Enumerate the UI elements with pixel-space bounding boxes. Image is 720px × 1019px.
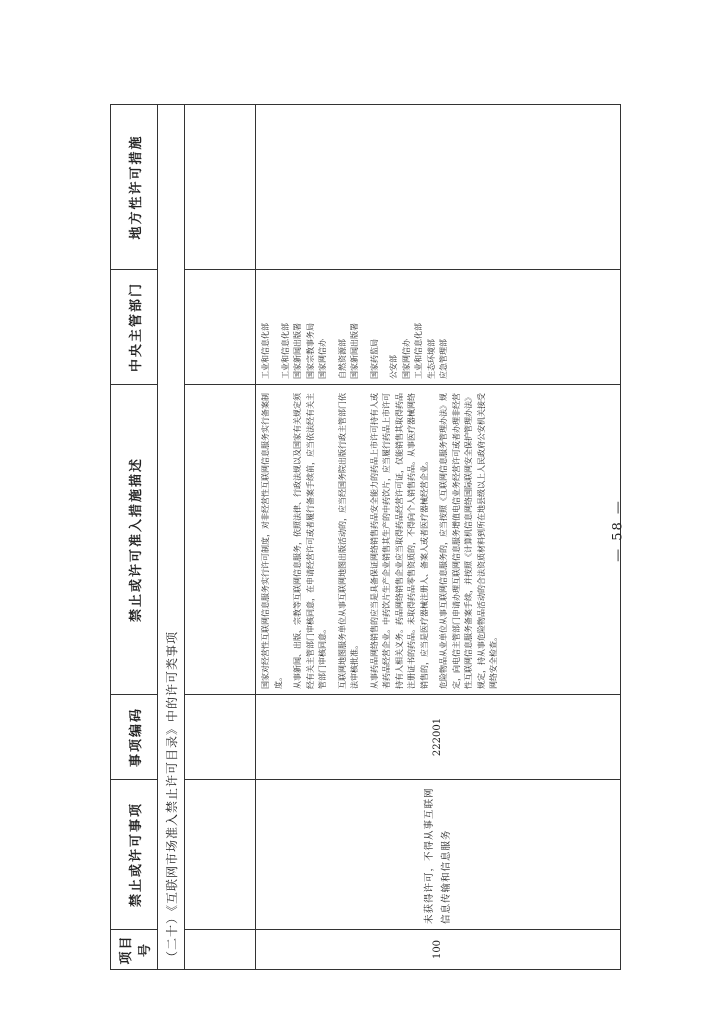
department-name: 国家网信办	[401, 339, 411, 379]
measure-paragraph: 国家对经营性互联网信息服务实行许可制度，对非经营性互联网信息服务实行备案制度。	[261, 393, 283, 689]
matter-cell: 未获得许可，不得从事互联网信息传输和信息服务	[256, 780, 621, 930]
cell-blank	[185, 385, 256, 695]
department-name: 国家新闻出版署	[350, 323, 359, 379]
department-cell	[256, 270, 621, 385]
department-group	[337, 275, 362, 379]
table-row-blank	[185, 105, 256, 970]
department-name: 国家药监局	[369, 339, 379, 379]
department-name: 工业和信息化部	[280, 323, 290, 379]
page-number	[606, 488, 630, 578]
section-row	[158, 105, 185, 970]
header-central-dept: 中央主管部门	[111, 270, 158, 385]
measures-cell	[256, 385, 621, 695]
header-item-no: 项目号	[111, 930, 158, 970]
cell-blank	[185, 270, 256, 385]
section-title: （二十）《互联网市场准入禁止许可目录》中的许可类事项	[158, 105, 185, 970]
measure-paragraph: 危险物品从业单位从事互联网信息服务的，应当按照《互联网信息服务管理办法》规定，向电信主管部门申请办理互联网信息服务增值电信业务经营许可或者办理非经营性互联网信息服务备案手续，并按照《计算机信息网络国际联网安全保护管理办法》规定，持从事危险物品活动的合法资质材料到所在地县级以上人民政府公安机关接受网络安全检查。	[439, 393, 498, 689]
table-row	[256, 105, 621, 970]
department-name: 工业和信息化部	[414, 323, 423, 379]
cell-blank	[185, 105, 256, 270]
measure-paragraph: 从事新闻、出版、宗教等互联网信息服务，依照法律、行政法规以及国家有关规定须经有关主管部门审核同意，在申请经营许可或者履行备案手续前，应当依法经有关主管部门审核同意。	[293, 393, 327, 689]
table-header-row	[111, 105, 158, 970]
department-name: 公安部	[389, 355, 398, 379]
department-name: 国家新闻出版署	[293, 323, 302, 379]
department-name: 生态环境部	[426, 339, 436, 379]
header-code: 事项编码	[111, 695, 158, 780]
page-number-text: — 58 —	[610, 499, 626, 562]
rotated-table-sheet	[110, 105, 608, 970]
header-local-measures: 地方性许可措施	[111, 105, 158, 270]
department-name: 工业和信息化部	[261, 323, 270, 379]
measure-paragraph: 互联网地图服务单位从事互联网地图出版活动的，应当经国务院出版行政主管部门依法审核批准。	[337, 393, 359, 689]
header-matter: 禁止或许可事项	[111, 780, 158, 930]
item-number-cell: 100	[256, 930, 621, 970]
department-name: 国家宗教事务局	[305, 323, 315, 379]
department-group	[280, 275, 330, 379]
department-group	[369, 275, 382, 379]
measure-paragraph: 从事药品网络销售的应当是具备保证网络销售药品安全能力的药品上市许可持有人或者药品经营企业。中药饮片生产企业销售其生产的中药饮片，应当履行药品上市许可持有人相关义务。药品网络销售企业应当取得药品经营许可证，仅能销售其取得药品注册证书的药品。未取得药品零售资质的，不得向个人销售药品。从事医疗器械网络销售的，应当是医疗器械注册人、备案人或者医疗器械经营企业。	[369, 393, 429, 689]
department-name: 应急管理部	[439, 339, 448, 379]
department-name: 国家网信办	[318, 339, 327, 379]
code-cell: 222001	[256, 695, 621, 780]
cell-blank	[185, 780, 256, 930]
cell-blank	[185, 930, 256, 970]
permit-table	[110, 104, 621, 970]
department-group	[388, 275, 451, 379]
cell-blank	[185, 695, 256, 780]
department-group	[260, 275, 273, 379]
header-measures: 禁止或许可准入措施描述	[111, 385, 158, 695]
local-measures-cell	[256, 105, 621, 270]
department-name: 自然资源部	[337, 339, 347, 379]
